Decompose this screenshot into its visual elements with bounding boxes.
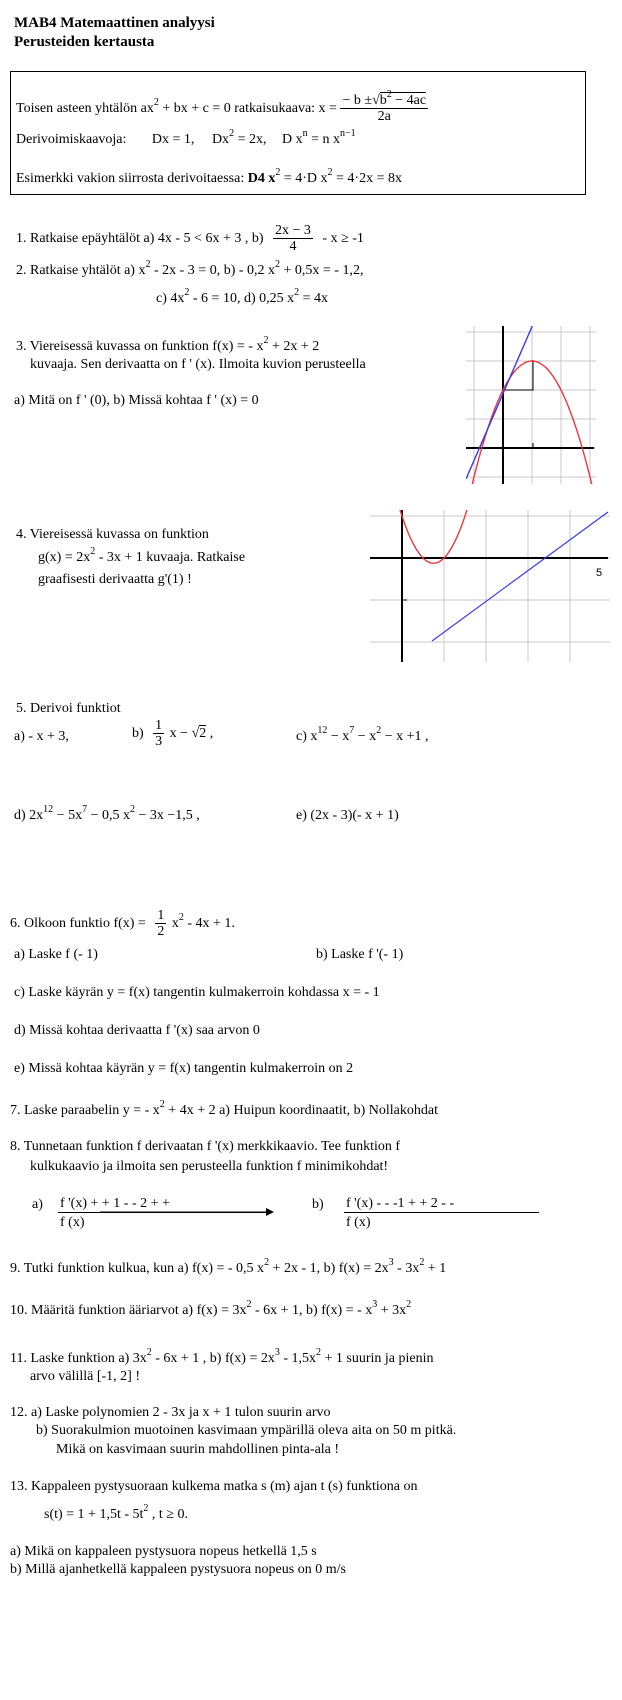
task-6c: c) Laske käyrän y = f(x) tangentin kulmakerroin kohdassa x = - 1 bbox=[14, 985, 380, 1000]
task-5a: a) - x + 3, bbox=[14, 729, 69, 744]
grid bbox=[466, 326, 596, 484]
doc-title: MAB4 Matemaattinen analyysi bbox=[14, 15, 215, 31]
graph-task-3 bbox=[466, 326, 596, 484]
task-5-title: 5. Derivoi funktiot bbox=[16, 701, 121, 716]
task-8-line2: kulkukaavio ja ilmoita sen perusteella funktion f minimikohdat! bbox=[30, 1159, 389, 1174]
task-11-line2: arvo välillä [-1, 2] ! bbox=[30, 1369, 141, 1384]
task-13-line1: 13. Kappaleen pystysuoraan kulkema matka s (m) ajan t (s) funktiona on bbox=[10, 1479, 418, 1494]
arrow-icon bbox=[100, 1206, 275, 1218]
sign-chart-b-derivative: f '(x) - - -1 + + 2 - - bbox=[346, 1196, 455, 1211]
x-tick-label-5: 5 bbox=[596, 567, 603, 579]
sign-chart-b-divider bbox=[344, 1212, 539, 1213]
task-2-line2: c) $4x^2 - 6 = 10$, d) 0,25 $x^2 = 4x$ bbox=[156, 287, 329, 306]
tangent-line bbox=[466, 326, 534, 479]
task-5d: d) $2x^{12} - 5x^7 - 0,5$ $x^2 - 3x -1,5$ , bbox=[14, 804, 200, 823]
sign-chart-a-derivative: f '(x) + + 1 - - 2 + + bbox=[60, 1196, 170, 1211]
task-6d: d) Missä kohtaa derivaatta f '(x) saa arvon 0 bbox=[14, 1023, 260, 1038]
doc-subtitle: Perusteiden kertausta bbox=[14, 34, 155, 50]
task-11-line1: 11. Laske funktion a) $3x^2 - 6x + 1$ , b) $f(x) = 2x^3 - 1,5x^2 + 1$ suurin ja pienin bbox=[10, 1347, 434, 1366]
task-5b: b) $\frac{1}{3}$ x − √2 , bbox=[132, 718, 214, 750]
slope-triangle bbox=[503, 360, 533, 390]
graph-task-4 bbox=[370, 510, 610, 662]
task-7: 7. Laske paraabelin y = - $x^2 + 4x + 2$ a) Huipun koordinaatit, b) Nollakohdat bbox=[10, 1099, 438, 1118]
constant-example: Esimerkki vakion siirrosta derivoitaessa: D4 $x^2 = 4\cdot D$ $x^2 = 4\cdot 2x = 8x$ bbox=[16, 167, 402, 186]
task-8-line1: 8. Tunnetaan funktion f derivaatan f '(x) merkkikaavio. Tee funktion f bbox=[10, 1139, 401, 1154]
task-8a-label: a) bbox=[32, 1197, 43, 1212]
sign-chart-b-function: f (x) bbox=[346, 1215, 371, 1230]
task-13a: a) Mikä on kappaleen pystysuora nopeus hetkellä 1,5 s bbox=[10, 1544, 317, 1559]
task-12-line1: 12. a) Laske polynomien 2 - 3x ja x + 1 tulon suurin arvo bbox=[10, 1405, 331, 1420]
task-6-definition: 6. Olkoon funktio f(x) = $\frac{1}{2}$ $x^2 - 4x + 1$. bbox=[10, 908, 235, 940]
task-6b: b) Laske f '(- 1) bbox=[316, 947, 404, 962]
task-2-line1: 2. Ratkaise yhtälöt a) $x^2 - 2x - 3 = 0$, b) - 0,2 $x^2 + 0,5x$ = - 1,2, bbox=[16, 259, 364, 278]
task-6e: e) Missä kohtaa käyrän y = f(x) tangentin kulmakerroin on 2 bbox=[14, 1061, 354, 1076]
tangent-line bbox=[432, 512, 608, 641]
task-3-question: a) Mitä on f ' (0), b) Missä kohtaa f ' (x) = 0 bbox=[14, 393, 259, 408]
task-4-line3: graafisesti derivaatta g'(1) ! bbox=[38, 572, 192, 587]
task-12-line2: b) Suorakulmion muotoinen kasvimaan ympärillä oleva aita on 50 m pitkä. bbox=[36, 1423, 457, 1438]
parabola-curve bbox=[400, 510, 486, 563]
task-13-line2: $s(t) = 1 + 1,5t - 5t^2$ , t ≥ 0. bbox=[44, 1503, 188, 1522]
task-5c: c) $x^{12} - x^7 - x^2 - x +1$ , bbox=[296, 725, 429, 744]
task-13b: b) Millä ajanhetkellä kappaleen pystysuora nopeus on 0 m/s bbox=[10, 1562, 346, 1577]
task-12-line3: Mikä on kasvimaan suurin mahdollinen pinta-ala ! bbox=[56, 1442, 340, 1457]
sign-chart-a-function: f (x) bbox=[60, 1215, 85, 1230]
task-6a: a) Laske f (- 1) bbox=[14, 947, 98, 962]
task-4-line1: 4. Viereisessä kuvassa on funktion bbox=[16, 527, 209, 542]
task-9: 9. Tutki funktion kulkua, kun a) f(x) = - 0,5 $x^2 + 2x - 1$, b) $f(x) = 2x^3 - 3x^2 + 1$ bbox=[10, 1257, 447, 1276]
task-3-line2: kuvaaja. Sen derivaatta on f ' (x). Ilmoita kuvion perusteella bbox=[30, 357, 366, 372]
quadratic-formula: Toisen asteen yhtälön $ax^2$ + bx + c = 0 ratkaisukaava: x = $\frac{- b \pm√b^2 - 4ac}{2a}$ bbox=[16, 89, 427, 125]
task-4-line2: $g(x) = 2x^2 - 3x + 1$ kuvaaja. Ratkaise bbox=[38, 546, 246, 565]
task-3-line1: 3. Viereisessä kuvassa on funktion f(x) = - $x^2 + 2x + 2$ bbox=[16, 335, 320, 354]
task-1: 1. Ratkaise epäyhtälöt a) 4x - 5 < 6x + 3 , b) $\frac{2x - 3}{4}$ - x ≥ -1 bbox=[16, 223, 364, 255]
derivative-rules: Derivoimiskaavoja: Dx = 1, Dx$^2$ = 2x, D $x^n = n$ $x^{n-1}$ bbox=[16, 128, 356, 147]
task-10: 10. Määritä funktion ääriarvot a) $f(x) = 3x^2 - 6x + 1$, b) f(x) = - $x^3 + 3x^2$ bbox=[10, 1299, 412, 1318]
task-8b-label: b) bbox=[312, 1197, 324, 1212]
task-5e: e) (2x - 3)(- x + 1) bbox=[296, 808, 399, 823]
